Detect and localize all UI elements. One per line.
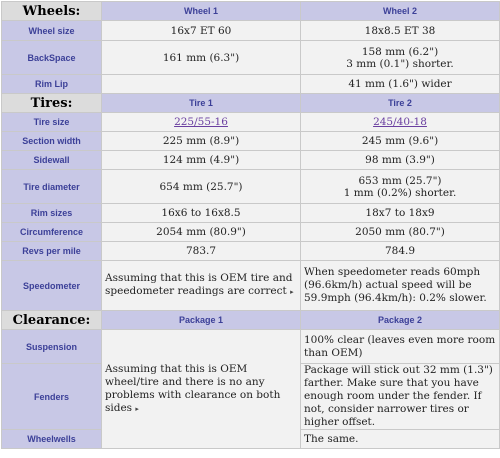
tire-2-value: 784.9 <box>301 242 500 261</box>
wheel-2-value: 158 mm (6.2") 3 mm (0.1") shorter. <box>301 41 500 75</box>
tire-1-header: Tire 1 <box>102 94 301 113</box>
speedometer-row <box>2 261 500 311</box>
arrow-icon[interactable]: ▸ <box>290 288 294 296</box>
wheel-1-value: 16x7 ET 60 <box>102 21 301 41</box>
sidewall-row <box>2 151 500 170</box>
tire-2-value: 18x7 to 18x9 <box>301 204 500 223</box>
row-label: Section width <box>2 132 102 151</box>
speedometer-result: When speedometer reads 60mph (96.6km/h) actual speed will be 59.9mph (96.4km/h): 0.2% slower. <box>301 261 500 311</box>
package-2-header: Package 2 <box>301 311 500 330</box>
clearance-note: Assuming that this is OEM wheel/tire and there is no any problems with clearance on both sides <box>105 362 281 414</box>
tire-1-value: 2054 mm (80.9") <box>102 223 301 242</box>
rim-lip-row <box>2 75 500 94</box>
row-label: Rim Lip <box>2 75 102 94</box>
tire-size-row <box>2 113 500 132</box>
row-label: Rim sizes <box>2 204 102 223</box>
clearance-note-cell <box>102 330 301 449</box>
arrow-icon[interactable]: ▸ <box>135 404 139 413</box>
wheels-header-row <box>2 2 500 21</box>
speedometer-note-cell <box>102 261 301 311</box>
tire-1-value: 783.7 <box>102 242 301 261</box>
backspace-row <box>2 41 500 75</box>
tire-2-value: 653 mm (25.7") 1 mm (0.2%) shorter. <box>301 170 500 204</box>
suspension-value: 100% clear (leaves even more room than OEM) <box>301 330 500 364</box>
row-label: Revs per mile <box>2 242 102 261</box>
tire-1-value: 124 mm (4.9") <box>102 151 301 170</box>
wheel-2-header: Wheel 2 <box>301 2 500 21</box>
row-label: Circumference <box>2 223 102 242</box>
tire-1-value: 654 mm (25.7") <box>102 170 301 204</box>
tires-header-row <box>2 94 500 113</box>
tire-2-value: 245 mm (9.6") <box>301 132 500 151</box>
row-label: Wheelwells <box>2 430 102 449</box>
row-label: Tire size <box>2 113 102 132</box>
fenders-value: Package will stick out 32 mm (1.3") farther. Make sure that you have enough room under the fender. If not, consider narrower tires or higher offset. <box>301 364 500 430</box>
wheel-1-value: 161 mm (6.3") <box>102 41 301 75</box>
wheel-size-row <box>2 21 500 41</box>
tire-diameter-row <box>2 170 500 204</box>
wheel-1-value <box>102 75 301 94</box>
tire-2-size-link[interactable]: 245/40-18 <box>373 116 427 128</box>
comparison-table <box>1 1 500 449</box>
tires-section-title: Tires: <box>2 94 102 113</box>
wheels-section-title: Wheels: <box>2 2 102 21</box>
row-label: Speedometer <box>2 261 102 311</box>
wheel-1-header: Wheel 1 <box>102 2 301 21</box>
tire-1-size-link[interactable]: 225/55-16 <box>174 116 228 128</box>
tire-2-value: 2050 mm (80.7") <box>301 223 500 242</box>
row-label: Wheel size <box>2 21 102 41</box>
row-label: BackSpace <box>2 41 102 75</box>
row-label: Tire diameter <box>2 170 102 204</box>
wheel-2-value: 18x8.5 ET 38 <box>301 21 500 41</box>
speedometer-note: Assuming that this is OEM tire and speedometer readings are correct <box>105 272 293 297</box>
row-label: Suspension <box>2 330 102 364</box>
tire-2-header: Tire 2 <box>301 94 500 113</box>
row-label: Sidewall <box>2 151 102 170</box>
tire-2-value: 98 mm (3.9") <box>301 151 500 170</box>
revs-per-mile-row <box>2 242 500 261</box>
rim-sizes-row <box>2 204 500 223</box>
clearance-header-row <box>2 311 500 330</box>
row-label: Fenders <box>2 364 102 430</box>
tire-1-value: 225 mm (8.9") <box>102 132 301 151</box>
wheel-2-value: 41 mm (1.6") wider <box>301 75 500 94</box>
section-width-row <box>2 132 500 151</box>
package-1-header: Package 1 <box>102 311 301 330</box>
tire-1-value: 16x6 to 16x8.5 <box>102 204 301 223</box>
clearance-section-title: Clearance: <box>2 311 102 330</box>
circumference-row <box>2 223 500 242</box>
suspension-row <box>2 330 500 364</box>
wheelwells-value: The same. <box>301 430 500 449</box>
